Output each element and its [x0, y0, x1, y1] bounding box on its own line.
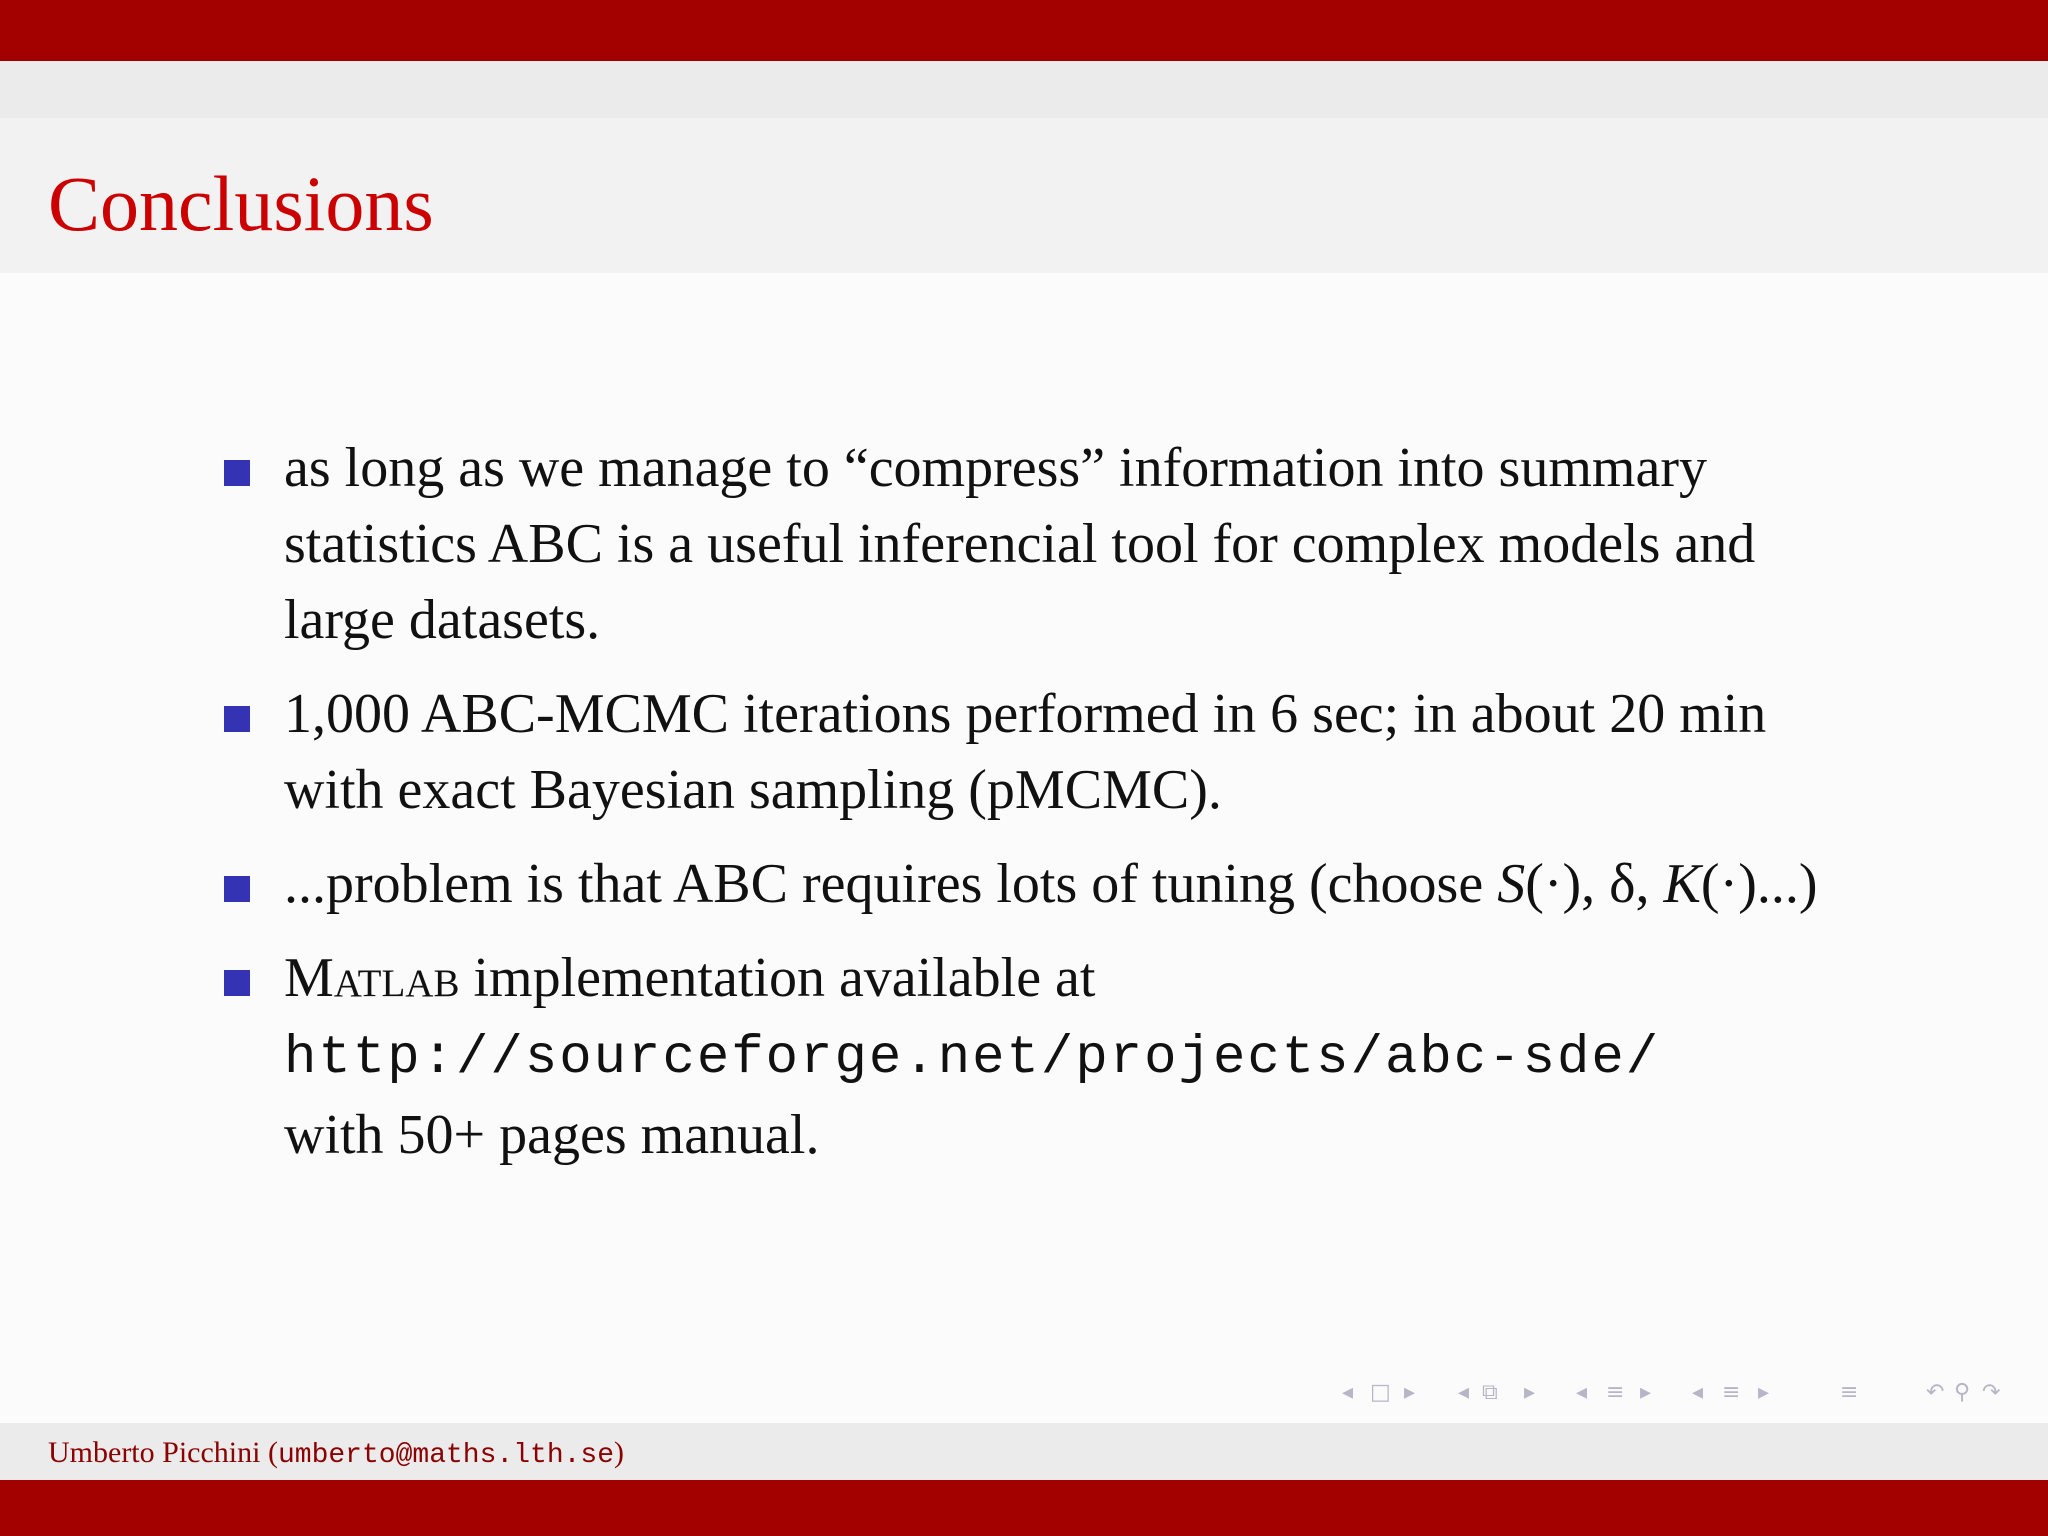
project-url-link[interactable]: http://sourceforge.net/projects/abc-sde/	[284, 1028, 1661, 1089]
bullet-list	[224, 430, 1864, 1191]
footer-author: Umberto Picchini	[48, 1436, 261, 1469]
bullet-text-part: implementation available at	[459, 947, 1096, 1009]
next-section-arrow-icon[interactable]: ▸	[1524, 1380, 1536, 1405]
bullet-item	[224, 846, 1864, 922]
bullet-item	[224, 430, 1864, 658]
top-strip	[0, 61, 2048, 118]
prev-subsubsection-arrow-icon[interactable]: ◂	[1692, 1380, 1704, 1405]
redo-icon[interactable]: ↷	[1982, 1380, 2001, 1405]
prev-frame-arrow-icon[interactable]: ◂	[1342, 1380, 1354, 1405]
frame-icon[interactable]: □	[1370, 1380, 1391, 1405]
bullet-text-part: (·)...)	[1700, 853, 1818, 915]
matlab-name: Matlab	[284, 947, 460, 1009]
undo-icon[interactable]: ↶	[1926, 1380, 1945, 1405]
bullet-item	[224, 940, 1864, 1173]
bullet-text-part: with 50+ pages manual.	[284, 1104, 820, 1166]
bullet-square-icon	[224, 460, 250, 486]
bottom-bar	[0, 1480, 2048, 1536]
bullet-square-icon	[224, 876, 250, 902]
next-subsection-arrow-icon[interactable]: ▸	[1640, 1380, 1652, 1405]
subsection-icon[interactable]: ≡	[1606, 1380, 1625, 1405]
toc-icon[interactable]: ≡	[1840, 1380, 1859, 1405]
section-icon[interactable]: ⧉	[1482, 1380, 1498, 1405]
math-s: S	[1497, 853, 1526, 915]
bullet-text: 1,000 ABC-MCMC iterations performed in 6 sec; in about 20 min with exact Bayesian sampling (pMCMC).	[284, 683, 1767, 821]
top-bar	[0, 0, 2048, 61]
prev-section-arrow-icon[interactable]: ◂	[1458, 1380, 1470, 1405]
bullet-text-part: ...problem is that ABC requires lots of tuning (choose	[284, 853, 1498, 915]
beamer-navigation	[1330, 1380, 2030, 1410]
search-icon[interactable]: ⚲	[1954, 1380, 1971, 1405]
next-frame-arrow-icon[interactable]: ▸	[1404, 1380, 1416, 1405]
bullet-text: as long as we manage to “compress” information into summary statistics ABC is a useful inferencial tool for complex models and large datasets.	[284, 437, 1756, 651]
bullet-square-icon	[224, 970, 250, 996]
math-k: K	[1663, 853, 1701, 915]
prev-subsection-arrow-icon[interactable]: ◂	[1576, 1380, 1588, 1405]
bullet-text-part: (·), δ,	[1525, 853, 1664, 915]
footer-email: umberto@maths.lth.se	[277, 1440, 615, 1471]
footer-author-line: Umberto Picchini (umberto@maths.lth.se)	[48, 1436, 625, 1471]
bullet-item	[224, 676, 1864, 828]
subsubsection-icon[interactable]: ≡	[1722, 1380, 1741, 1405]
slide-title: Conclusions	[48, 160, 434, 247]
next-subsubsection-arrow-icon[interactable]: ▸	[1758, 1380, 1770, 1405]
bullet-square-icon	[224, 706, 250, 732]
